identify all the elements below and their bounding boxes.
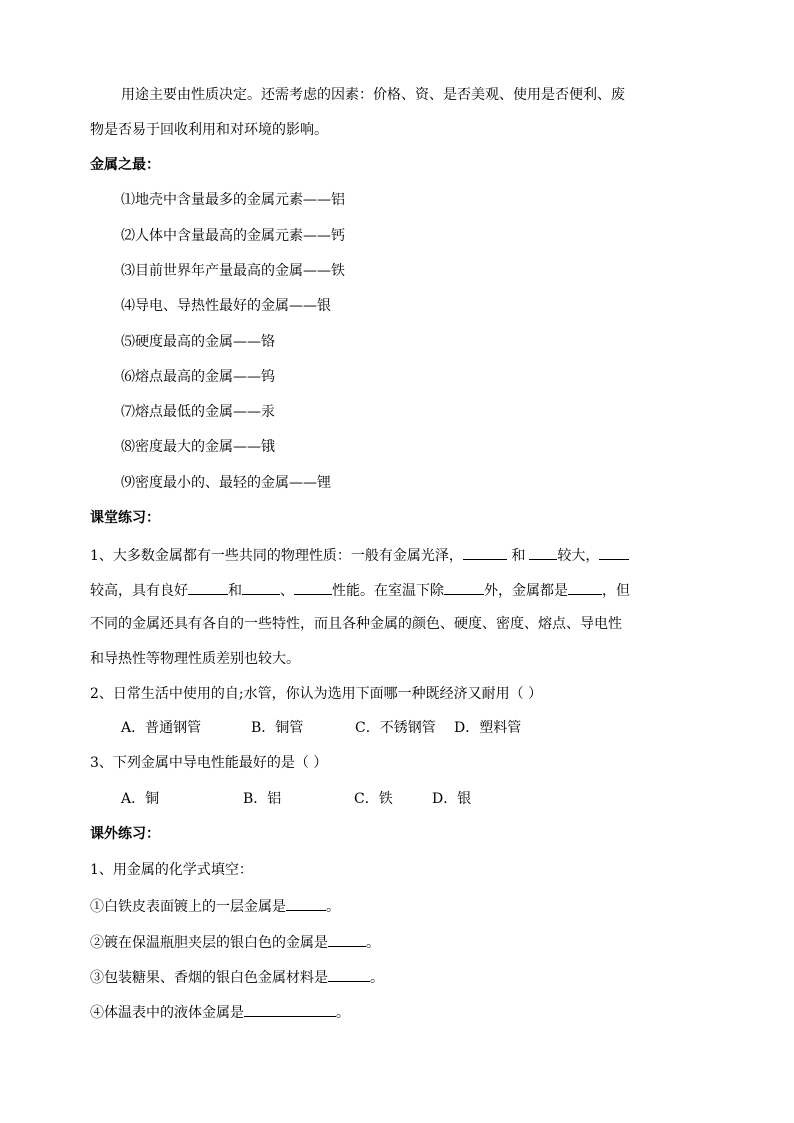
metal-record-item: ⑼密度最小的、最轻的金属——锂 — [121, 475, 331, 491]
blank-prompt: ①白铁皮表面镀上的一层金属是 — [90, 899, 286, 915]
q1-text: 和 — [506, 548, 526, 564]
metal-records-heading: 金属之最： — [90, 157, 160, 173]
q1-text: 和 — [228, 583, 242, 599]
q3-option-a[interactable]: A．铜 — [121, 791, 160, 807]
q2-option-a[interactable]: A．普通钢管 — [121, 720, 202, 736]
homework-blank-line — [90, 966, 384, 988]
answer-blank[interactable] — [444, 579, 484, 595]
q1-text: ，但 — [602, 583, 630, 599]
homework-q1: 1、用金属的化学式填空： — [90, 862, 253, 878]
answer-blank[interactable] — [242, 579, 280, 595]
q1-line-2 — [90, 579, 630, 601]
q2-text: 2、日常生活中使用的自;水管，你认为选用下面哪一种既经济又耐用（ ） — [90, 686, 543, 702]
metal-record-item: ⑻密度最大的金属——锇 — [121, 439, 275, 455]
metal-record-item: ⑷导电、导热性最好的金属——银 — [121, 298, 331, 314]
q2-option-c[interactable]: C．不锈钢管 — [355, 720, 436, 736]
q1-text: 较大， — [557, 548, 600, 564]
intro-line-1: 用途主要由性质决定。还需考虑的因素：价格、资、是否美观、使用是否便利、废 — [121, 87, 625, 103]
q1-line-3: 不同的金属还具有各自的一些特性，而且各种金属的颜色、硬度、密度、熔点、导电性 — [90, 616, 622, 632]
q1-text: 外，金属都是 — [484, 583, 568, 599]
answer-blank[interactable] — [244, 1001, 336, 1017]
q2-option-d[interactable]: D．塑料管 — [454, 720, 522, 736]
q1-text: 较高，具有良好 — [90, 583, 188, 599]
blank-suffix: 。 — [366, 935, 380, 951]
metal-record-item: ⑴地壳中含量最多的金属元素——铝 — [121, 192, 345, 208]
answer-blank[interactable] — [188, 579, 228, 595]
metal-record-item: ⑸硬度最高的金属——铬 — [121, 334, 275, 350]
blank-suffix: 。 — [326, 899, 340, 915]
q1-line-4: 和导热性等物理性质差别也较大。 — [90, 651, 300, 667]
answer-blank[interactable] — [286, 895, 326, 911]
homework-blank-line — [90, 931, 380, 953]
answer-blank[interactable] — [294, 579, 332, 595]
q2-option-b[interactable]: B．铜管 — [251, 720, 304, 736]
q3-option-d[interactable]: D．银 — [432, 791, 472, 807]
blank-prompt: ③包装糖果、香烟的银白色金属材料是 — [90, 970, 328, 986]
answer-blank[interactable] — [328, 966, 370, 982]
q3-option-c[interactable]: C．铁 — [354, 791, 393, 807]
metal-record-item: ⑹熔点最高的金属——钨 — [121, 369, 275, 385]
homework-blank-line — [90, 1001, 350, 1023]
blank-prompt: ④体温表中的液体金属是 — [90, 1005, 244, 1021]
q1-text: 性能。在室温下除 — [332, 583, 444, 599]
q3-option-b[interactable]: B．铝 — [243, 791, 282, 807]
metal-record-item: ⑺熔点最低的金属——汞 — [121, 404, 275, 420]
blank-suffix: 。 — [336, 1005, 350, 1021]
answer-blank[interactable] — [328, 931, 366, 947]
q3-text: 3、下列金属中导电性能最好的是（ ） — [90, 755, 328, 771]
blank-prompt: ②镀在保温瓶胆夹层的银白色的金属是 — [90, 935, 328, 951]
homework-heading: 课外练习： — [90, 826, 160, 842]
intro-line-2: 物是否易于回收利用和对环境的影响。 — [90, 122, 328, 138]
class-practice-heading: 课堂练习： — [90, 510, 160, 526]
q1-line-1 — [90, 544, 629, 566]
homework-blank-line — [90, 895, 340, 917]
q1-text: 、 — [280, 583, 294, 599]
q1-text: 1、大多数金属都有一些共同的物理性质：一般有金属光泽， — [90, 548, 463, 564]
answer-blank[interactable] — [568, 579, 602, 595]
blank-suffix: 。 — [370, 970, 384, 986]
answer-blank[interactable] — [529, 544, 557, 560]
metal-record-item: ⑵人体中含量最高的金属元素——钙 — [121, 228, 345, 244]
metal-record-item: ⑶目前世界年产量最高的金属——铁 — [121, 263, 345, 279]
answer-blank[interactable] — [599, 544, 629, 560]
answer-blank[interactable] — [463, 544, 507, 560]
